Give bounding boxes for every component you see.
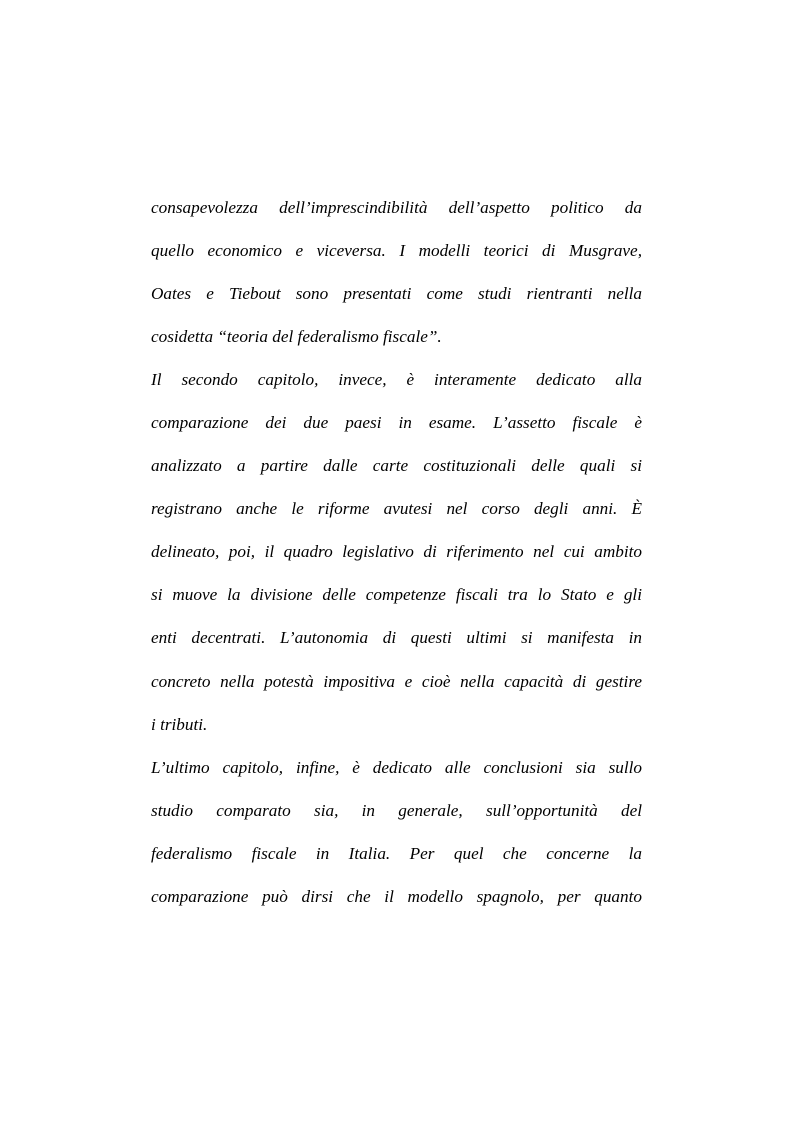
text-line: studio comparato sia, in generale, sull’opportunità del (151, 800, 642, 820)
text-line: enti decentrati. L’autonomia di questi ultimi si manifesta in (151, 628, 642, 648)
text-line: si muove la divisione delle competenze fiscali tra lo Stato e gli (151, 585, 642, 605)
text-line: comparazione può dirsi che il modello spagnolo, per quanto (151, 886, 642, 906)
text-line: L’ultimo capitolo, infine, è dedicato alle conclusioni sia sullo (151, 757, 642, 777)
text-line: analizzato a partire dalle carte costituzionali delle quali si (151, 456, 642, 476)
text-line: Il secondo capitolo, invece, è interamente dedicato alla (151, 370, 642, 390)
text-line: delineato, poi, il quadro legislativo di riferimento nel cui ambito (151, 542, 642, 562)
text-line: federalismo fiscale in Italia. Per quel che concerne la (151, 843, 642, 863)
paragraph-end-line: cosidetta “teoria del federalismo fiscale”. (151, 327, 442, 347)
text-line: Oates e Tiebout sono presentati come studi rientranti nella (151, 284, 642, 304)
text-line: quello economico e viceversa. I modelli teorici di Musgrave, (151, 241, 642, 261)
paragraph-end-line: i tributi. (151, 714, 208, 734)
text-line: comparazione dei due paesi in esame. L’assetto fiscale è (151, 413, 642, 433)
text-line: registrano anche le riforme avutesi nel corso degli anni. È (151, 499, 642, 519)
text-line: concreto nella potestà impositiva e cioè nella capacità di gestire (151, 671, 642, 691)
body-text (151, 186, 642, 918)
text-line: consapevolezza dell’imprescindibilità dell’aspetto politico da (151, 198, 642, 217)
